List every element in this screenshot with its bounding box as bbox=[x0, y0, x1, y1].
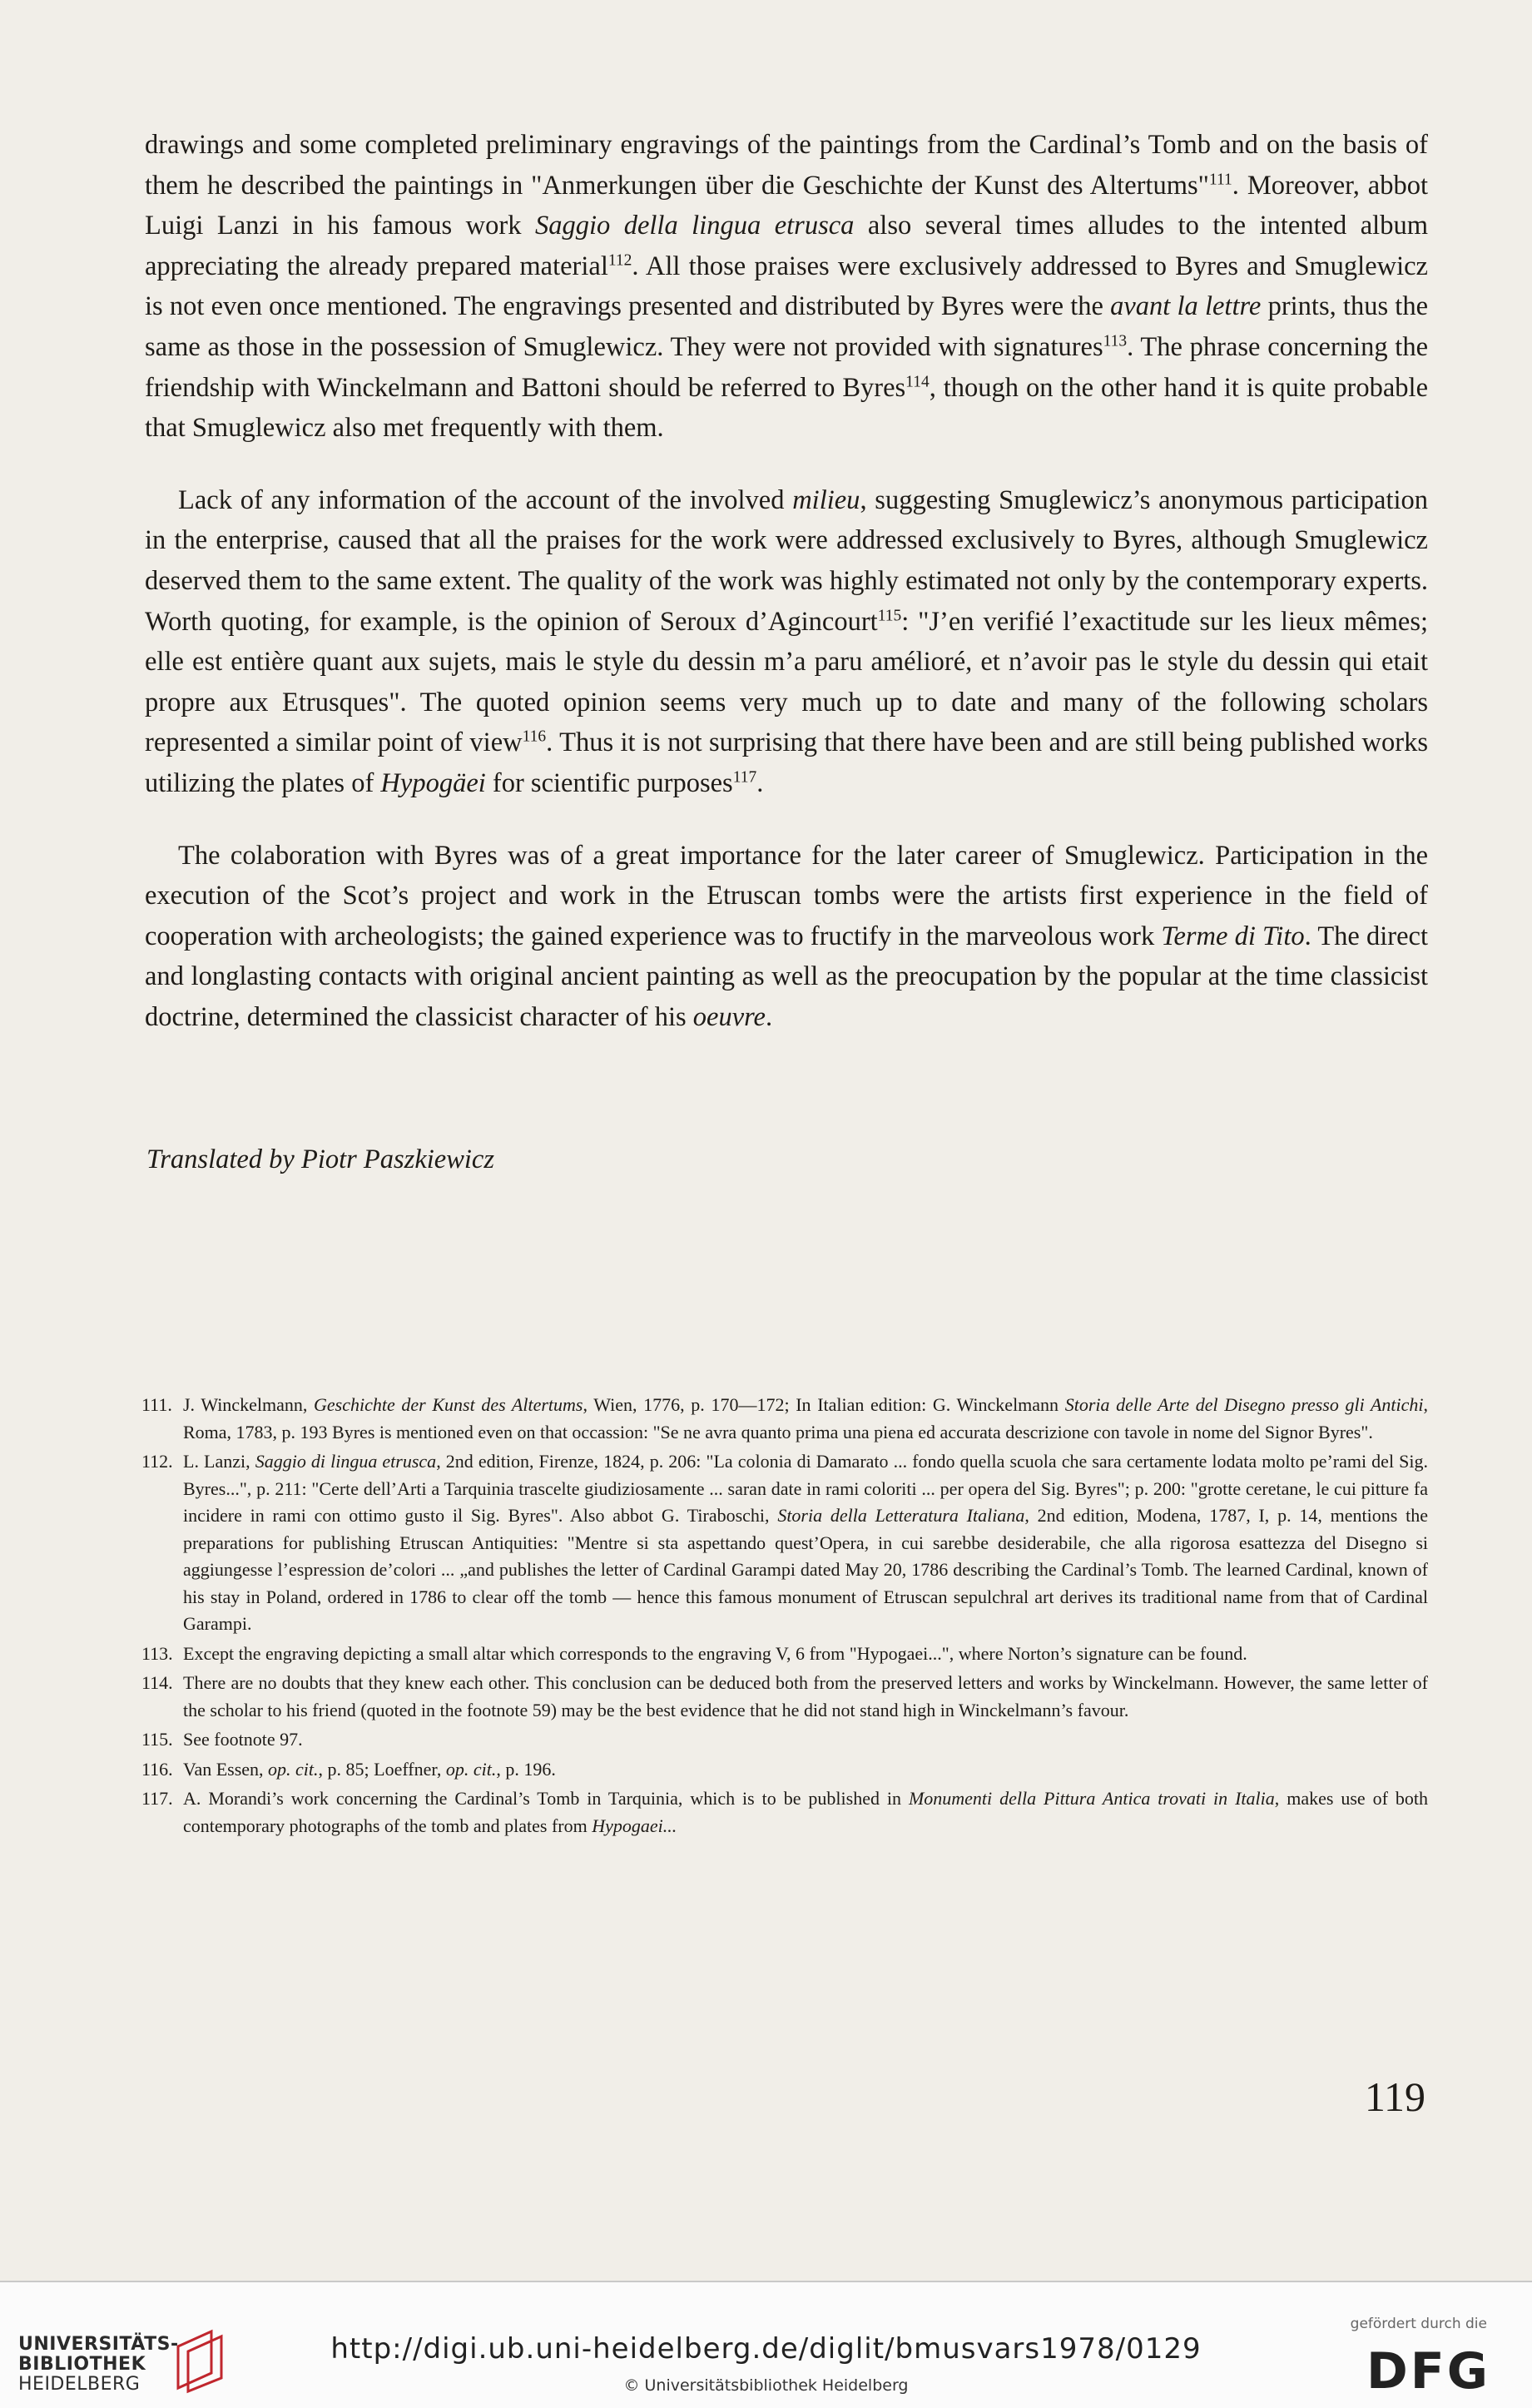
text-run: . All those praises were exclusively addressed to Byres and Smuglewicz is not even once mentioned. The engravings presented and distributed by Byres were the bbox=[145, 251, 1428, 322]
footnote-117 bbox=[141, 1785, 1428, 1840]
footnote-113 bbox=[141, 1641, 1428, 1668]
dfg-logo[interactable]: DFG bbox=[1366, 2342, 1490, 2401]
text-run: for scientific purposes bbox=[485, 767, 733, 798]
text-run: A. Morandi’s work concerning the Cardinal’s Tomb in Tarquinia, which is to be published in bbox=[183, 1788, 909, 1809]
paragraph-1 bbox=[145, 125, 1428, 449]
copyright-notice: © Universitätsbibliothek Heidelberg bbox=[623, 2376, 909, 2395]
text-run: prints, thus the same as those in the possession of Smuglewicz. They were not provided with signatures bbox=[145, 291, 1428, 362]
text-run: , suggesting Smuglewicz’s anonymous participation in the enterprise, caused that all the praises for the work were addressed exclusively to Byres, although Smuglewicz deserved them to the same extent. The quality of the work was highly estimated not only by the contemporary experts. Worth quoting, for example, is the opinion of Seroux d’Agincourt bbox=[145, 484, 1429, 637]
library-line-1: UNIVERSITÄTS- bbox=[18, 2334, 179, 2355]
text-run: , p. 196. bbox=[496, 1758, 556, 1780]
text-run: , p. 85; Loeffner, bbox=[318, 1758, 446, 1780]
italic-term: milieu bbox=[792, 484, 860, 515]
permalink-url[interactable]: http://digi.ub.uni-heidelberg.de/diglit/bmusvars1978/0129 bbox=[330, 2332, 1202, 2366]
footnote-ref-114[interactable]: 114 bbox=[905, 372, 930, 390]
text-run: , though on the other hand it is quite probable that Smuglewicz also met frequently with them. bbox=[145, 372, 1429, 444]
italic-title: Hypogäei bbox=[380, 767, 486, 798]
footnote-111 bbox=[141, 1392, 1428, 1446]
italic-title: Saggio di lingua etrusca bbox=[255, 1451, 437, 1472]
body-text bbox=[145, 125, 1428, 1037]
italic-term: avant la lettre bbox=[1110, 291, 1262, 322]
text-run: , makes use of both contemporary photographs of the tomb and plates from bbox=[183, 1788, 1429, 1836]
footnote-number: 112. bbox=[141, 1451, 173, 1472]
footnote-number: 111. bbox=[141, 1394, 172, 1415]
italic-title: Terme di Tito bbox=[1161, 921, 1305, 951]
digitization-footer bbox=[0, 2281, 1532, 2408]
text-run: drawings and some completed preliminary engravings of the paintings from the Cardinal’s Tomb and on the basis of them he described the paintings in "Anmerkungen über die Geschichte der Kunst des Altertums" bbox=[145, 130, 1428, 201]
footnote-ref-113[interactable]: 113 bbox=[1103, 332, 1128, 350]
italic-title: Saggio della lingua etrusca bbox=[534, 211, 855, 241]
text-run: , Wien, 1776, p. 170—172; In Italian edition: G. Winckelmann bbox=[583, 1394, 1065, 1415]
text-run: J. Winckelmann, bbox=[183, 1394, 314, 1415]
text-run: , 2nd edition, Modena, 1787, I, p. 14, mentions the preparations for publishing Etruscan Antiquities: "Mentre si sta aspettando quest’Opera, in cui sarebbe desiderabile, che alla rigorosa esattezza del Disegno si aggiungesse l’espression de’colori ... „and publishes the letter of Cardinal Garampi dated May 20, 1786 describing the Cardinal’s Tomb. The learned Cardinal, known of his stay in Poland, ordered in 1786 to clear off the tomb — hence this famous monument of Etruscan sepulchral art derives its traditional name from that of Cardinal Garampi. bbox=[183, 1505, 1428, 1634]
italic-title: Hypogaei... bbox=[592, 1815, 677, 1836]
text-run: L. Lanzi, bbox=[183, 1451, 255, 1472]
italic-title: Monumenti della Pittura Antica trovati in Italia bbox=[908, 1788, 1275, 1809]
library-line-3: HEIDELBERG bbox=[18, 2374, 141, 2395]
italic-term: oeuvre bbox=[692, 1001, 766, 1032]
footnote-number: 116. bbox=[141, 1758, 173, 1780]
footnote-number: 115. bbox=[141, 1729, 173, 1750]
text-run: . bbox=[756, 767, 764, 798]
page-number: 119 bbox=[1364, 2073, 1425, 2120]
text-run: . Thus it is not surprising that there have been and are still being published works utilizing the plates of bbox=[145, 727, 1428, 798]
footnote-ref-116[interactable]: 116 bbox=[522, 727, 547, 746]
footnotes bbox=[141, 1392, 1428, 1842]
italic-title: Storia della Letteratura Italiana bbox=[777, 1505, 1025, 1526]
text-run: . Moreover, abbot Luigi Lanzi in his famous work bbox=[145, 170, 1428, 241]
footnote-number: 113. bbox=[141, 1642, 173, 1664]
text-run: . bbox=[765, 1001, 773, 1032]
text-run: There are no doubts that they knew each other. This conclusion can be deduced both from the preserved letters and works by Winckelmann. However, the same letter of the scholar to his friend (quoted in the footnote 59) may be the best evidence that he did not stand high in Winckelmann’s favour. bbox=[183, 1672, 1428, 1720]
footnote-number: 117. bbox=[141, 1788, 173, 1809]
text-run: , Roma, 1783, p. 193 Byres is mentioned even on that occassion: "Se ne avra quanto prima una piena ed accurata descrizione con tavole in nome del Signor Byres". bbox=[183, 1394, 1428, 1442]
italic-term: op. cit. bbox=[445, 1758, 497, 1780]
footnote-number: 114. bbox=[141, 1672, 173, 1693]
translator-credit: Translated by Piotr Paszkiewicz bbox=[146, 1144, 494, 1174]
footnote-ref-115[interactable]: 115 bbox=[877, 606, 902, 624]
funding-notice: gefördert durch die bbox=[1350, 2316, 1487, 2332]
paragraph-3 bbox=[145, 836, 1428, 1038]
text-run: , 2nd edition, Firenze, 1824, p. 206: "La colonia di Damarato ... fondo quella scuola che sara certamente lodata molto pe’rami del Sig. Byres...", p. 211: "Certe dell’Arti a Tarquinia trascelte giudiziosamente ... saran date in rami coloriti ... per opera del Sig. Byres"; p. 200: "grotte ceretane, le cui pitture fa incidere in rami con ottimo gusto il Sig. Byres". Also abbot G. Tiraboschi, bbox=[183, 1451, 1428, 1526]
paragraph-2 bbox=[145, 480, 1428, 804]
text-run: Lack of any information of the account of the involved bbox=[178, 484, 793, 515]
footnote-114 bbox=[141, 1670, 1428, 1724]
footnote-ref-111[interactable]: 111 bbox=[1208, 170, 1232, 188]
text-run: The colaboration with Byres was of a great importance for the later career of Smuglewicz. Participation in the execution of the Scot’s project and work in the Etruscan tombs were the artists first experience in the field of cooperation with archeologists; the gained experience was to fructify in the marveolous work bbox=[145, 840, 1428, 951]
italic-term: op. cit. bbox=[268, 1758, 319, 1780]
footnote-112 bbox=[141, 1448, 1428, 1638]
text-run: . The direct and longlasting contacts with original ancient painting as well as the preocupation by the popular at the time classicist doctrine, determined the classicist character of his bbox=[145, 921, 1428, 1032]
text-run: : "J’en verifié l’exactitude sur les lieux mêmes; elle est entière quant aux sujets, mais le style du dessin m’a paru amélioré, et n’avoir pas le style du dessin qui etait propre aux Etrusques". The quoted opinion seems very much up to date and many of the following scholars represented a similar point of view bbox=[145, 606, 1428, 758]
footnote-ref-117[interactable]: 117 bbox=[732, 768, 757, 787]
footnote-116 bbox=[141, 1756, 1428, 1784]
footnote-115 bbox=[141, 1726, 1428, 1754]
library-line-2: BIBLIOTHEK bbox=[18, 2354, 146, 2375]
italic-title: Geschichte der Kunst des Altertums bbox=[313, 1394, 583, 1415]
text-run: Except the engraving depicting a small altar which corresponds to the engraving V, 6 from "Hypogaei...", where Norton’s signature can be found. bbox=[183, 1642, 1247, 1664]
text-run: See footnote 97. bbox=[183, 1729, 303, 1750]
text-run: Van Essen, bbox=[183, 1758, 269, 1780]
footnote-ref-112[interactable]: 112 bbox=[607, 251, 632, 270]
italic-title: Storia delle Arte del Disegno presso gli Antichi bbox=[1064, 1394, 1424, 1415]
text-run: . The phrase concerning the friendship with Winckelmann and Battoni should be referred to Byres bbox=[145, 331, 1428, 403]
text-run: also several times alludes to the intented album appreciating the already prepared material bbox=[145, 211, 1428, 281]
